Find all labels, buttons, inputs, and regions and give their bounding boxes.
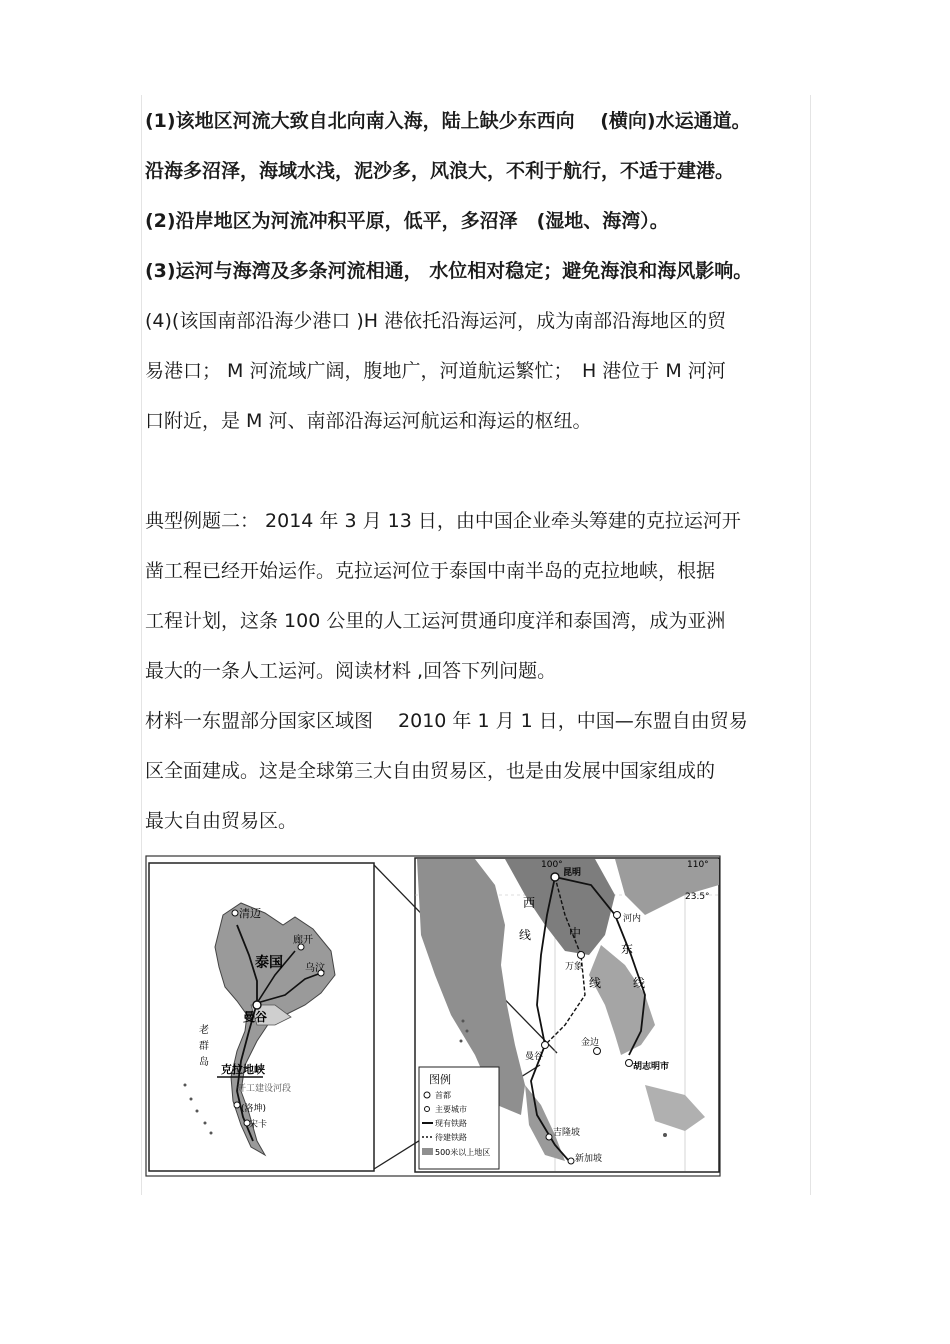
rcity-label-3: 曼谷 (525, 1052, 544, 1062)
country-label: 泰国 (255, 955, 283, 971)
route-char-5: 线 (633, 976, 646, 990)
canal-note: 开工建设河段 (237, 1084, 292, 1094)
answer4-line-1: (4)(该国南部沿海少港口 )H 港依托沿海运河，成为南部沿海地区的贸 (145, 310, 727, 332)
example-line-3: 工程计划，这条 100 公里的人工运河贯通印度洋和泰国湾，成为亚洲 (145, 610, 726, 632)
rcity-label-2: 万象 (565, 962, 584, 972)
city-label-4: (洛坤) (241, 1104, 267, 1114)
lat-label: 23.5° (685, 892, 710, 902)
island-label-1: 群 (199, 1041, 209, 1052)
example-line-4: 最大的一条人工运河。阅读材料 ,回答下列问题。 (145, 660, 557, 682)
isthmus-label: 克拉地峡 (221, 1063, 265, 1076)
rcity-label-7: 新加坡 (575, 1154, 603, 1164)
legend-item-3: 待建铁路 (435, 1133, 467, 1142)
rcity-label-4: 金边 (581, 1038, 600, 1048)
city-label-5: 宋卡 (249, 1120, 268, 1130)
route-char-2: 中 (569, 926, 582, 940)
map-svg (145, 855, 721, 1177)
rcity-label-1: 河内 (623, 914, 642, 924)
answer4-line-2: 易港口； M 河流域广阔，腹地广，河道航运繁忙； H 港位于 M 河河 (145, 360, 726, 382)
capital-symbol (424, 1092, 430, 1098)
route-char-1: 线 (519, 928, 532, 942)
answer-line-3: (2)沿岸地区为河流冲积平原，低平，多沼泽 (湿地、海湾）。 (145, 210, 669, 232)
material-line-1: 材料一东盟部分国家区域图 2010 年 1 月 1 日，中国—东盟自由贸易 (145, 710, 748, 732)
rcity-label-5: 胡志明市 (633, 1062, 670, 1072)
document-body (145, 100, 805, 850)
rcity-label-0: 昆明 (563, 868, 582, 878)
route-char-3: 线 (589, 976, 602, 990)
material-line-2: 区全面建成。这是全球第三大自由贸易区，也是由发展中国家组成的 (145, 760, 716, 782)
legend-item-2: 现有铁路 (435, 1119, 467, 1128)
answer-line-4: (3)运河与海湾及多条河流相通， 水位相对稳定；避免海浪和海风影响。 (145, 260, 753, 282)
example-line-2: 凿工程已经开始运作。克拉运河位于泰国中南半岛的克拉地峡，根据 (145, 560, 716, 582)
route-char-4: 东 (621, 942, 634, 956)
paragraph-gap (145, 450, 805, 500)
route-char-0: 西 (523, 896, 536, 910)
legend-item-4: 500米以上地区 (435, 1148, 491, 1157)
rcity-label-6: 吉隆坡 (553, 1128, 581, 1138)
legend-item-0: 首都 (435, 1091, 451, 1100)
example-line-1: 典型例题二： 2014 年 3 月 13 日，由中国企业牵头筹建的克拉运河开 (145, 510, 741, 532)
answer-line-2: 沿海多沼泽，海域水浅，泥沙多，风浪大，不利于航行，不适于建港。 (145, 160, 735, 182)
lon-label-1: 110° (687, 860, 709, 870)
city-symbol (425, 1107, 430, 1112)
city-label-2: 乌汶 (305, 963, 325, 974)
highland-symbol (422, 1148, 433, 1155)
island-label-0: 老 (199, 1025, 209, 1036)
city-label-1: 廊开 (293, 935, 313, 946)
answer4-line-3: 口附近，是 M 河、南部沿海运河航运和海运的枢纽。 (145, 410, 592, 432)
island-label-2: 岛 (199, 1057, 209, 1068)
lon-label-0: 100° (541, 860, 563, 870)
material-line-3: 最大自由贸易区。 (145, 810, 298, 832)
answer-line-1: (1)该地区河流大致自北向南入海，陆上缺少东西向 (横向)水运通道。 (145, 110, 751, 132)
legend-item-1: 主要城市 (435, 1105, 467, 1114)
city-label-0: 清迈 (239, 907, 261, 920)
city-label-3: 曼谷 (243, 1010, 268, 1024)
asean-region-map-figure (145, 855, 721, 1177)
map-legend (419, 1067, 499, 1169)
legend-title: 图例 (429, 1073, 451, 1086)
